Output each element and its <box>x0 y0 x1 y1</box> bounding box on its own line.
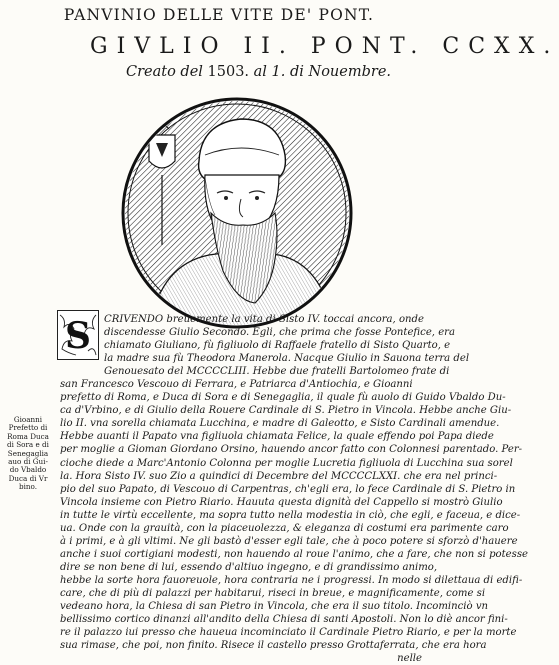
body-line: ca d'Vrbino, e di Giulio della Rouere Cardinale di S. Pietro in Vincola. Hebbe anche Giu- <box>60 405 512 417</box>
marginal-line: bino. <box>18 482 37 492</box>
body-line: re il palazzo iui presso che haueua incominciato il Cardinale Pietro Riario, e per la morte <box>60 627 517 639</box>
marginal-line: Prefetto di <box>8 423 48 433</box>
body-line: la. Hora Sisto IV. suo Zio a quindici di Decembre del MCCCCLXXI. che era nel princi- <box>60 470 498 482</box>
marginal-line: Gioanni <box>13 415 43 424</box>
marginal-line: Senegaglia <box>7 448 49 458</box>
body-text <box>60 313 528 665</box>
chapter-subtitle <box>126 64 391 80</box>
subtitle-prefix: Creato del <box>126 64 203 80</box>
body-line: Vincola insieme con Pietro Riario. Hauuta questa dignità del Cappello si mostrò Giulio <box>60 496 503 508</box>
body-line: CRIVENDO breuemente la vita di Sisto IV. toccai ancora, onde <box>104 314 424 325</box>
body-line: care, che di più di palazzi per habitarui, riseci in breue, e magnificamente, come si <box>60 587 486 599</box>
body-line: Hebbe auanti il Papato vna figliuola chiamata Felice, la quale effendo poi Papa diede <box>60 431 494 443</box>
body-line: sua rimase, che poi, non finito. Risece il castello presso Grottaferrata, che era hora <box>60 640 487 652</box>
body-line: anche i suoi cortigiani modesti, non hauendo al roue l'animo, che a fare, che non si potesse <box>60 548 528 560</box>
body-line: lio II. vna sorella chiamata Lucchina, e madre di Galeotto, e Sisto Cardinali amendue. <box>60 418 500 430</box>
body-line: vedeano hora, la Chiesa di san Pietro in Vincola, che era il suo titolo. Incominciò vn <box>60 601 489 613</box>
subtitle-suffix: al 1. di Nouembre. <box>253 64 392 80</box>
marginal-line: Duca di Vr <box>8 473 48 483</box>
body-line: chiamato Giuliano, fù figliuolo di Raffaele fratello di Sisto Quarto, e <box>104 340 451 352</box>
marginal-line: do Vbaldo <box>9 465 47 475</box>
body-line: hebbe la sorte hora fauoreuole, hora contraria ne i progressi. In modo si dilettaua di edifi- <box>60 574 523 586</box>
body-line: in tutte le virtù eccellente, ma sopra tutto nella modestia in ciò, che egli, e faceua, e dice- <box>60 509 521 521</box>
running-head: PANVINIO DELLE VITE DE' PONT. <box>63 6 375 24</box>
chapter-title: GIVLIO II. PONT. CCXX. <box>90 34 559 59</box>
initial-letter: S <box>65 315 91 357</box>
body-line: ua. Onde con la grauità, con la piaceuolezza, & eleganza di costumi era parimente caro <box>60 522 509 534</box>
body-line: pio del suo Papato, di Vescouo di Carpentras, ch'egli era, lo fece Cardinale di S. Pietro in <box>60 483 516 495</box>
body-line: per moglie a Gioman Giordano Orsino, hauendo ancor fatto con Colonnesi parentado. Per- <box>60 444 523 456</box>
marginal-note <box>3 416 53 492</box>
body-line: à i primi, e à gli vltimi. Ne gli bastò d'esser egli tale, che à poco potere si sforzò d'hauere <box>60 535 518 547</box>
papal-portrait-medallion <box>119 95 355 331</box>
body-line: prefetto di Roma, e Duca di Sora e di Senegaglia, il quale fù auolo di Guido Vbaldo Du- <box>60 392 506 404</box>
body-line: dire se non bene di lui, essendo d'altiuo ingegno, e di grandissimo animo, <box>60 561 438 573</box>
catchword: nelle <box>397 653 422 665</box>
marginal-line: auo di Gui- <box>8 457 48 467</box>
body-line: cioche diede a Marc'Antonio Colonna per moglie Lucretia figliuola di Lucchina sua sorel <box>60 457 513 469</box>
subtitle-year: 1503. <box>207 64 250 80</box>
body-line: discendesse Giulio Secondo. Egli, che prima che fosse Pontefice, era <box>104 327 456 339</box>
marginal-line: Roma Duca <box>7 431 49 441</box>
body-line: la madre sua fù Theodora Manerola. Nacque Giulio in Sauona terra del <box>104 353 470 365</box>
body-line: san Francesco Vescouo di Ferrara, e Patriarca d'Antiochia, e Gioanni <box>60 379 413 391</box>
body-line: Genouesato del MCCCCLIII. Hebbe due fratelli Bartolomeo frate di <box>104 366 450 378</box>
marginal-line: di Sora e di <box>7 440 49 450</box>
body-line: bellissimo cortico dinanzi all'andito della Chiesa di santi Apostoli. Non lo diè ancor fini- <box>60 614 508 626</box>
